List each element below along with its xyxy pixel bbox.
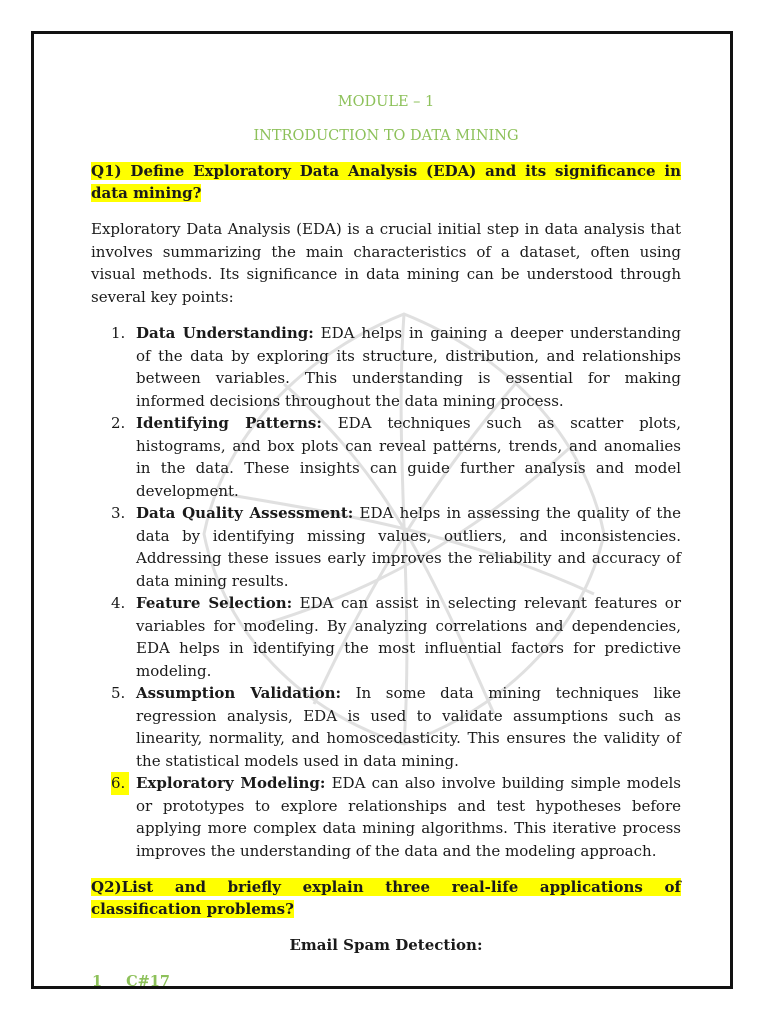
list-item-term: Data Understanding: xyxy=(136,324,314,342)
question-2-text: Q2)List and briefly explain three real-life applications of classification problems? xyxy=(91,878,681,918)
page-number: 1 xyxy=(92,973,103,989)
list-item xyxy=(91,772,681,862)
question-1-text: Q1) Define Exploratory Data Analysis (EDA) and its significance in data mining? xyxy=(91,162,681,202)
list-item-term: Feature Selection: xyxy=(136,594,293,612)
question-1 xyxy=(91,160,681,204)
list-item-text: In some data mining techniques like regression analysis, EDA is used to validate assumptions such as linearity, normality, and homoscedasticity. This ensures the validity of the statistical models used in data mining. xyxy=(136,684,681,770)
list-item xyxy=(91,322,681,412)
module-title: MODULE – 1 xyxy=(337,94,435,110)
list-item xyxy=(91,502,681,592)
list-item-term: Identifying Patterns: xyxy=(136,414,322,432)
list-item-number: 1. xyxy=(111,324,126,342)
list-item-term: Data Quality Assessment: xyxy=(136,504,354,522)
list-item xyxy=(91,682,681,772)
list-item-text: EDA helps in assessing the quality of the data by identifying missing values, outliers, and inconsistencies. Addressing these issues early improves the reliability and accuracy of data mining results. xyxy=(136,504,681,590)
list-item-term: Assumption Validation: xyxy=(136,684,342,702)
list-item-number: 4. xyxy=(111,594,126,612)
page-footer xyxy=(92,972,170,989)
page-content xyxy=(91,92,681,956)
list-item-text: EDA can assist in selecting relevant features or variables for modeling. By analyzing correlations and dependencies, EDA helps in identifying the most influential factors for predictive modeling. xyxy=(136,594,681,680)
list-item xyxy=(91,592,681,682)
list-item-number: 2. xyxy=(111,414,126,432)
chapter-title: INTRODUCTION TO DATA MINING xyxy=(253,128,519,144)
list-item-text: EDA techniques such as scatter plots, histograms, and box plots can reveal patterns, trends, and anomalies in the data. These insights can guide further analysis and model development. xyxy=(136,414,681,500)
list-item-number: 5. xyxy=(111,684,126,702)
list-item-text: EDA can also involve building simple models or prototypes to explore relationships and test hypotheses before applying more complex data mining algorithms. This iterative process improves the understanding of the data and the modeling approach. xyxy=(136,774,682,860)
list-item-term: Exploratory Modeling: xyxy=(136,774,326,792)
document-page xyxy=(31,31,733,989)
significance-list xyxy=(91,322,681,862)
list-item-number: 3. xyxy=(111,504,126,522)
list-item-number: 6. xyxy=(111,772,129,795)
question-1-intro: Exploratory Data Analysis (EDA) is a crucial initial step in data analysis that involves summarizing the main characteristics of a dataset, often using visual methods. Its significance in data mining can be understood through several key points: xyxy=(91,220,681,306)
footer-code: C#17 xyxy=(126,973,170,989)
list-item xyxy=(91,412,681,502)
section-subheading: Email Spam Detection: xyxy=(289,936,483,954)
question-2 xyxy=(91,876,681,920)
list-item-text: EDA helps in gaining a deeper understanding of the data by exploring its structure, distribution, and relationships between variables. This understanding is essential for making informed decisions throughout the data mining process. xyxy=(136,324,681,410)
